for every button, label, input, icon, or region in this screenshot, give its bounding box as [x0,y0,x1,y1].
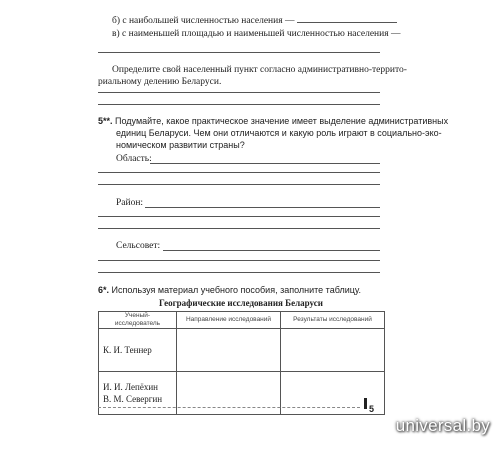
column-header: Результаты исследований [281,312,385,329]
table-title: Географические исследования Беларуси [159,298,323,308]
task-number: 5**. [98,116,113,126]
research-table [98,311,385,415]
direction-cell[interactable] [177,372,281,415]
answer-line[interactable] [98,184,380,185]
answer-line[interactable] [98,260,380,261]
settlement-task-line2: риальному делению Беларуси. [98,77,222,87]
answer-line[interactable] [98,52,380,53]
task-5-line1: 5**. Подумайте, какое практическое значение имеет выделение административных [98,116,449,126]
label-region: Область: [116,154,152,164]
district-field[interactable] [145,207,380,208]
page-number: 5 [369,404,375,414]
column-header: Ученый-исследователь [99,312,177,329]
answer-line[interactable] [98,228,380,229]
task-5-line2: единиц Беларуси. Чем они отличаются и какую роль играют в социально-эко- [116,128,442,138]
label-district: Район: [116,198,144,208]
researcher-cell: К. И. Теннер [99,329,177,372]
answer-line[interactable] [98,104,380,105]
table-row [99,329,385,372]
answer-line[interactable] [98,216,380,217]
settlement-task-line1: Определите свой населенный пункт согласно административно-террито- [112,65,407,75]
item-v: в) с наименьшей площадью и наименьшей численностью населения — [112,29,401,39]
results-cell[interactable] [281,329,385,372]
task-6: 6*. Используя материал учебного пособия, заполните таблицу. [98,285,361,295]
watermark: universal.by [395,416,490,435]
table-row [99,372,385,415]
researcher-cell: И. И. Лепёхин В. М. Севергин [99,372,177,415]
region-field[interactable] [150,163,380,164]
council-field[interactable] [163,250,380,251]
answer-line[interactable] [297,14,397,23]
task-number: 6*. [98,285,110,295]
task-5-line3: номическом развитии страны? [116,140,245,150]
item-b: б) с наибольшей численностью населения — [112,14,397,27]
answer-line[interactable] [98,172,380,173]
direction-cell[interactable] [177,329,281,372]
table-header-row [99,312,385,329]
answer-line[interactable] [98,92,380,93]
page-marker [364,398,367,409]
column-header: Направление исследований [177,312,281,329]
label-council: Сельсовет: [116,241,161,251]
answer-line[interactable] [98,272,380,273]
footer-divider [98,407,360,408]
